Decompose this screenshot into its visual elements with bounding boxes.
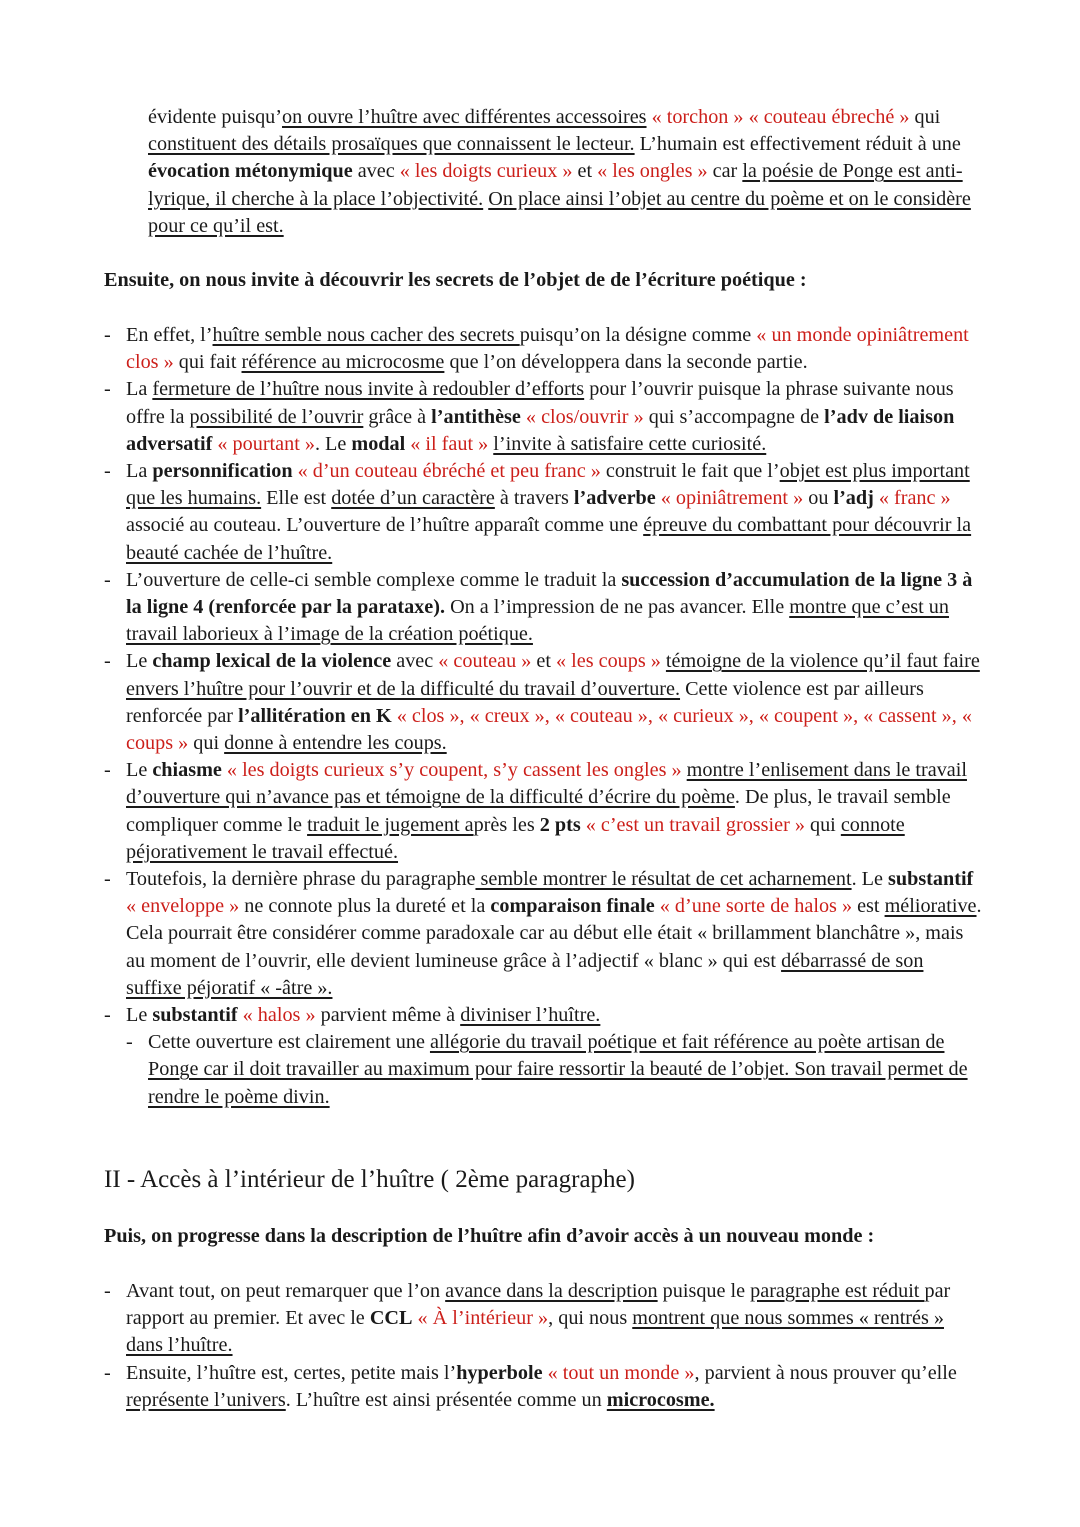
- bold-term: personnification: [152, 460, 293, 483]
- text: qui: [188, 732, 225, 755]
- quote: « les doigts curieux s’y coupent, s’y cassent les ongles »: [221, 759, 682, 782]
- underlined-text: semble montrer le résultat de cet acharnement: [475, 868, 852, 891]
- underlined-text: on ouvre l’huître avec différentes accessoires: [282, 106, 647, 128]
- list-item: [104, 648, 984, 757]
- underlined-text: On place ainsi l’objet au centre du poème et on le considère pour ce qu’il est.: [148, 187, 971, 237]
- list-item: [104, 567, 984, 649]
- quote: « torchon »: [646, 106, 744, 128]
- quote: « tout un monde »: [542, 1361, 695, 1384]
- text: . Cela pourrait être considérer comme paradoxale car au début elle était « brillamment blanchâtre », mais au moment de l’ouvrir, elle devient lumineuse grâce à l’adjectif « blanc » qui est: [126, 895, 982, 972]
- bold-term: l’adverbe: [573, 487, 656, 510]
- dash-bullet: -: [104, 460, 111, 483]
- text: construit le fait que l’: [600, 460, 780, 483]
- text: évidente puisqu’: [148, 106, 282, 128]
- text: car: [707, 160, 743, 183]
- list-item: [104, 322, 984, 376]
- underlined-text: l’invite à satisfaire cette curiosité.: [493, 432, 767, 455]
- underlined-text: débarrassé de son suffixe péjoratif « -âtre ».: [126, 949, 924, 999]
- dash-bullet: -: [104, 568, 111, 591]
- quote: « les coups »: [556, 650, 661, 673]
- text: associé au couteau. L’ouverture de l’huître apparaît comme une: [126, 514, 644, 537]
- text: Elle est: [261, 487, 332, 510]
- text: Le: [126, 650, 153, 673]
- list-item: [104, 458, 984, 567]
- text: puisqu’on la désigne comme: [519, 324, 757, 346]
- text: pour l’ouvrir puisque la phrase suivante nous offre la: [126, 378, 954, 428]
- bold-term: comparaison finale: [490, 895, 655, 918]
- text: Ensuite, l’huître est, certes, petite mais l’: [126, 1361, 457, 1384]
- list-item: [104, 757, 984, 866]
- quote: « couteau ébreché »: [743, 106, 910, 128]
- dash-bullet: -: [104, 378, 111, 401]
- text: La: [126, 378, 153, 401]
- text: avec: [391, 650, 439, 673]
- underlined-text: objet est plus important que les humains.: [126, 460, 970, 510]
- text: , qui nous: [548, 1307, 633, 1330]
- quote: « il faut »: [405, 432, 489, 455]
- underlined-text: paragraphe est réduit: [750, 1280, 925, 1302]
- text: Cette ouverture est clairement une: [148, 1031, 430, 1054]
- text: Le: [126, 1004, 153, 1027]
- intro-paragraph: [148, 104, 983, 240]
- text: . L’huître est ainsi présentée comme un: [285, 1388, 607, 1411]
- quote: « d’une sorte de halos »: [654, 895, 853, 918]
- underlined-text: constituent des détails prosaïques que connaissent le lecteur.: [148, 133, 635, 156]
- dash-bullet: -: [104, 1361, 111, 1384]
- list-item: [104, 866, 984, 1002]
- underlined-text: diviniser l’huître.: [460, 1004, 601, 1027]
- bold-term: succession d’accumulation de la ligne 3 à la ligne 4 (renforcée par la parataxe).: [126, 568, 973, 619]
- underlined-text: fermeture de l’huître nous invite à redoubler d’efforts: [152, 378, 585, 401]
- underlined-text: traduit le jugement a: [307, 813, 474, 836]
- dash-bullet: -: [104, 1004, 111, 1027]
- underlined-text: la poésie de Ponge est anti-lyrique, il cherche à la place l’objectivité.: [148, 160, 963, 210]
- text: On a l’impression de ne pas avancer. Elle: [445, 596, 790, 619]
- text: que l’on développera dans la seconde partie.: [444, 351, 808, 374]
- text: grâce à: [363, 405, 432, 428]
- text: Cette violence est par ailleurs renforcée par: [126, 677, 924, 727]
- list-item: [104, 376, 984, 458]
- underlined-text: donne à entendre les coups.: [224, 732, 447, 755]
- bold-term: CCL: [369, 1307, 413, 1330]
- bold-term: chiasme: [152, 759, 222, 782]
- underlined-text: référence au microcosme: [241, 351, 445, 374]
- underlined-text: représente l’univers: [126, 1388, 286, 1411]
- bold-term: l’adv de liaison adversatif: [126, 405, 955, 455]
- analysis-list-1: [104, 322, 984, 1111]
- bold-term: hyperbole: [456, 1361, 543, 1384]
- dash-bullet: -: [104, 1280, 111, 1302]
- list-item: [104, 1002, 984, 1029]
- quote: « halos »: [237, 1004, 316, 1027]
- dash-bullet: -: [104, 868, 111, 891]
- text: . Le: [851, 868, 889, 891]
- list-item: [104, 1278, 984, 1360]
- text: est: [852, 895, 885, 918]
- underlined-text: épreuve du combattant pour découvrir la beauté cachée de l’huître.: [126, 514, 972, 564]
- text: qui: [909, 106, 941, 128]
- bold-term: substantif: [888, 868, 974, 891]
- text: puisque le: [657, 1280, 751, 1302]
- text: La: [126, 460, 153, 483]
- quote: « d’un couteau ébréché et peu franc »: [292, 460, 601, 483]
- dash-bullet: -: [104, 650, 111, 673]
- text: En effet, l’: [126, 324, 213, 346]
- underlined-text: montre que c’est un travail laborieux à l’image de la création poétique.: [126, 596, 949, 646]
- dash-bullet: -: [104, 759, 111, 782]
- text: qui s’accompagne de: [643, 405, 825, 428]
- dash-bullet: -: [104, 324, 111, 346]
- text: L’humain est effectivement réduit à une: [634, 133, 961, 156]
- underlined-text: possibilité de l’ouvrir: [189, 405, 364, 428]
- dash-bullet: -: [126, 1031, 133, 1054]
- underlined-text: huître semble nous cacher des secrets: [212, 324, 520, 346]
- text: et: [531, 650, 557, 673]
- bold-underlined-term: microcosme.: [606, 1388, 715, 1411]
- text: avec: [352, 160, 400, 183]
- quote: « un monde opiniâtrement clos »: [126, 324, 969, 374]
- quote: « clos/ouvrir »: [520, 405, 644, 428]
- quote: « À l’intérieur »: [412, 1307, 549, 1330]
- section-heading-1: Ensuite, on nous invite à découvrir les secrets de l’objet de de l’écriture poétique :: [104, 269, 807, 291]
- underlined-text: témoigne de la violence qu’il faut faire envers l’huître pour l’ouvrir et de la difficulté du travail d’ouverture.: [126, 650, 980, 700]
- bold-term: l’allitération en K: [238, 704, 392, 727]
- quote: « les ongles »: [597, 160, 708, 183]
- analysis-list-2: [104, 1278, 984, 1414]
- section-title-2: II - Accès à l’intérieur de l’huître ( 2ème paragraphe): [104, 1166, 635, 1193]
- quote: « franc »: [873, 487, 951, 510]
- text: parvient même à: [315, 1004, 461, 1027]
- text: . Le: [314, 432, 352, 455]
- underlined-text: allégorie du travail poétique et fait référence au poète artisan de Ponge car il doit travailler au maximum pour faire ressortir la beauté de l’objet. Son travail permet de rendre le poème divin.: [148, 1031, 968, 1108]
- text: Toutefois, la dernière phrase du paragraphe: [126, 868, 476, 891]
- text: L’ouverture de celle-ci semble complexe comme le traduit la: [126, 568, 622, 591]
- text: à travers: [494, 487, 574, 510]
- text: Le: [126, 759, 153, 782]
- text: qui fait: [173, 351, 242, 374]
- list-item: [104, 1360, 984, 1414]
- underlined-text: connote péjorativement le travail effectué.: [126, 813, 905, 863]
- text: , parvient à nous prouver qu’elle: [694, 1361, 957, 1384]
- bold-term: modal: [351, 432, 406, 455]
- underlined-text: montrent que nous sommes « rentrés » dans l’huître.: [126, 1307, 944, 1357]
- bold-term: l’adj: [833, 487, 874, 510]
- quote: « pourtant »: [212, 432, 315, 455]
- text: ou: [803, 487, 834, 510]
- text: près les: [473, 813, 540, 836]
- quote: « c’est un travail grossier »: [580, 813, 805, 836]
- underlined-text: montre l’enlisement dans le travail d’ouverture qui n’avance pas et témoigne de la difficulté d’écrire du poème: [126, 759, 967, 809]
- bold-term: substantif: [152, 1004, 238, 1027]
- quote: « les doigts curieux »: [399, 160, 573, 183]
- underlined-text: dotée d’un caractère: [331, 487, 495, 510]
- bold-term: champ lexical de la violence: [152, 650, 392, 673]
- bold-term: évocation métonymique: [148, 160, 353, 183]
- text: qui: [804, 813, 841, 836]
- bold-term: 2 pts: [539, 813, 581, 836]
- text: ne connote plus la dureté et la: [239, 895, 491, 918]
- text: Avant tout, on peut remarquer que l’on: [126, 1280, 446, 1302]
- quote: « couteau »: [438, 650, 532, 673]
- quote: « enveloppe »: [126, 895, 240, 918]
- underlined-text: avance dans la description: [445, 1280, 658, 1302]
- quote: « opiniâtrement »: [655, 487, 804, 510]
- bold-term: l’antithèse: [431, 405, 521, 428]
- quote: « clos », « creux », « couteau », « curieux », « coupent », « cassent », « coups »: [126, 704, 972, 755]
- text: et: [572, 160, 598, 183]
- section-heading-2: Puis, on progresse dans la description de l’huître afin d’avoir accès à un nouveau monde :: [104, 1225, 875, 1247]
- text: . De plus, le travail semble compliquer comme le: [126, 786, 951, 836]
- list-subitem: [104, 1029, 984, 1111]
- underlined-text: méliorative: [884, 895, 977, 918]
- text: par rapport au premier. Et avec le: [126, 1280, 951, 1330]
